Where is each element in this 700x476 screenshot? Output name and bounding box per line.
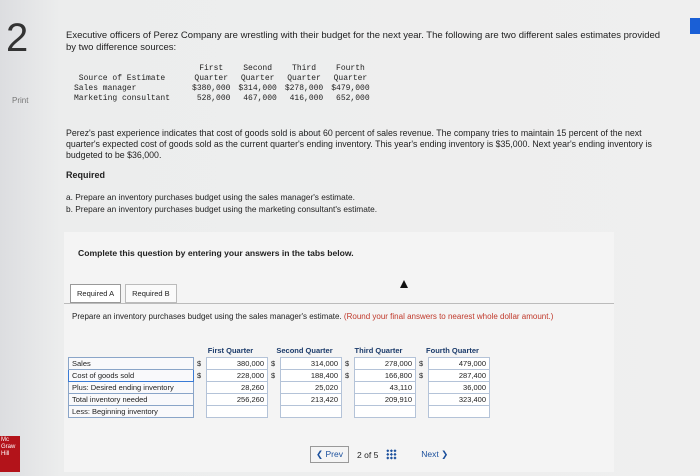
chevron-left-icon: ❮ [316,449,324,459]
purchases-budget-table [68,344,490,418]
print-link[interactable]: Print [12,96,29,105]
complete-instruction: Complete this question by entering your answers in the tabs below. [78,248,354,258]
est-header-q2-top: Second [243,64,273,73]
est-row-sales-manager: Sales manager $380,000 $314,000 $278,000 $479,000 [74,84,370,93]
mouse-cursor-icon [400,280,408,288]
est-header-q4: Quarter [333,74,368,83]
answer-tabs [70,284,181,303]
required-a-text: a. Prepare an inventory purchases budget using the sales manager's estimate. [66,192,355,202]
publisher-logo: Mc Graw Hill [0,436,20,472]
est-row-marketing-consultant: Marketing consultant 528,000 467,000 416,000 652,000 [74,94,370,103]
est-header-q3-top: Third [292,64,317,73]
chevron-right-icon: ❯ [441,449,449,459]
page-indicator: 2 of 5 [356,449,379,460]
tab-required-b[interactable]: Required B [125,284,177,303]
tab-required-a[interactable]: Required A [70,284,121,303]
instruction-note: (Round your final answers to nearest whole dollar amount.) [343,312,554,321]
budget-row-beginning: Less: Beginning inventory [69,406,490,418]
question-number: 2 [6,16,29,60]
tab-instruction [72,312,612,322]
right-edge-tab[interactable] [690,18,700,34]
estimates-table [70,64,374,104]
instruction-main: Prepare an inventory purchases budget using the sales manager's estimate. [72,312,342,321]
est-header-q3: Quarter [287,74,321,83]
next-button[interactable]: Next ❯ [421,449,449,459]
prev-button[interactable]: ❮ Prev [310,446,349,463]
col-first-quarter: First Quarter [207,346,254,355]
est-header-q2: Quarter [240,74,275,83]
pagination [310,446,454,463]
budget-row-sales: Sales $ 380,000 $ 314,000 $ 278,000 $ 479,000 [69,358,490,370]
grid-icon[interactable] [386,449,397,460]
est-header-q4-top: Fourth [336,64,365,73]
problem-paragraph: Perez's past experience indicates that cost of goods sold is about 60 percent of sales revenue. The company tries to maintain 15 percent of the next quarter's expected cost of goods sold as the current quarter's ending inventory. This year's ending inventory is $35,000. Next year's ending inventory is budgeted to be $36,000. [66,128,652,160]
intro-text: Executive officers of Perez Company are wrestling with their budget for the next year. The following are two different sales estimates provided by two difference sources: [66,30,661,53]
required-b-text: b. Prepare an inventory purchases budget using the marketing consultant's estimate. [66,204,378,214]
budget-row-cogs: Cost of goods sold $ 228,000 $ 188,400 $ 166,800 $ 287,400 [69,370,490,382]
col-third-quarter: Third Quarter [354,346,403,355]
tabs-divider [64,303,614,304]
budget-row-desired-ending: Plus: Desired ending inventory 28,260 25,020 43,110 36,000 [69,382,490,394]
est-header-source: Source of Estimate [78,74,166,83]
col-fourth-quarter: Fourth Quarter [426,346,479,355]
required-heading: Required [66,170,106,180]
est-header-q1: Quarter [194,74,229,83]
est-header-q1-top: First [199,64,224,73]
budget-row-total-needed: Total inventory needed 256,260 213,420 209,910 323,400 [69,394,490,406]
col-second-quarter: Second Quarter [276,346,333,355]
